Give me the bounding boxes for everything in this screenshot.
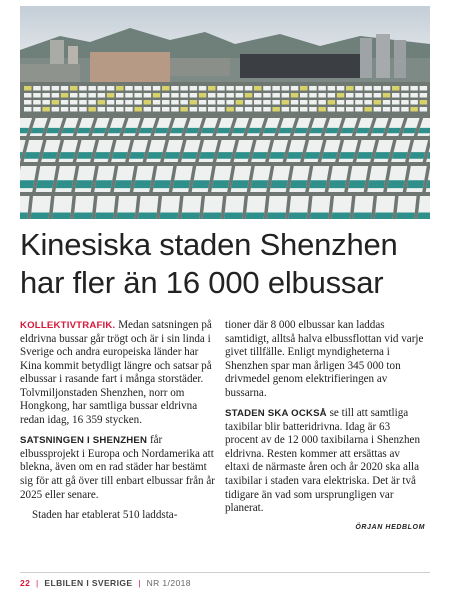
distant-bus (70, 86, 78, 91)
distant-bus (309, 107, 317, 112)
distant-bus (374, 93, 382, 98)
bus-depot-image (20, 6, 430, 219)
distant-bus (208, 93, 216, 98)
bus-stripe (59, 152, 75, 159)
distant-bus (309, 100, 317, 105)
bus-stripe (173, 180, 190, 188)
distant-bus (180, 86, 188, 91)
distant-bus (309, 86, 317, 91)
page-footer (20, 578, 191, 588)
distant-bus (107, 100, 115, 105)
distant-bus (420, 107, 428, 112)
bus-stripe (263, 128, 277, 133)
distant-bus (236, 93, 244, 98)
bus-stripe (339, 152, 355, 159)
distant-bus (79, 86, 87, 91)
distant-bus (392, 107, 400, 112)
distant-bus (52, 100, 60, 105)
distant-bus (70, 93, 78, 98)
distant-bus (236, 107, 244, 112)
distant-bus (171, 86, 179, 91)
distant-bus (88, 86, 96, 91)
distant-bus (79, 107, 87, 112)
bus-stripe (372, 128, 386, 133)
bus-stripe (270, 180, 287, 188)
paragraph-1-text: Medan satsningen på eldrivna bussar går trögt och är i sin linda i Sverige och andra europeiska länder har Kina kommit betydligt längre och satsar på elbussar i rasande fart i många storstäder. Tolvmiljonstaden Shenzhen, norr om Hongkong, har samtliga bussar eldrivna redan idag, 16 359 stycken. (20, 319, 212, 426)
bus-stripe (217, 152, 233, 159)
distant-bus (263, 100, 271, 105)
bus-stripe (348, 180, 365, 188)
paragraph-3-text-cont: tioner där 8 000 elbussar kan laddas samtidigt, alltså halva elbussflottan vid varje givet tillfälle. Enligt myndigheterna i Shenzhen spar man årligen 345 000 ton drivmedel genom elektrifieringen av bussarna. (225, 319, 424, 399)
magazine-name: ELBILEN I SVERIGE (44, 578, 133, 588)
bus-stripe (20, 213, 28, 220)
distant-bus (364, 86, 372, 91)
distant-bus (263, 93, 271, 98)
bus-stripe (192, 180, 209, 188)
distant-bus (98, 93, 106, 98)
distant-bus (254, 86, 262, 91)
distant-bus (79, 93, 87, 98)
distant-bus (33, 100, 41, 105)
distant-bus (383, 86, 391, 91)
distant-bus (245, 86, 253, 91)
distant-bus (272, 86, 280, 91)
bus-stripe (94, 152, 110, 159)
bus-stripe (182, 152, 198, 159)
distant-bus (125, 86, 133, 91)
bus-stripe (287, 152, 303, 159)
distant-bus (328, 86, 336, 91)
bus-stripe (201, 128, 215, 133)
distant-bus (337, 93, 345, 98)
distant-bus (374, 107, 382, 112)
bus-stripe (134, 180, 151, 188)
distant-bus (116, 100, 124, 105)
bus-stripe (341, 128, 355, 133)
bus-stripe (310, 213, 329, 220)
paragraph-3-text: Staden har etablerat 510 laddsta- (32, 509, 178, 522)
distant-bus (300, 107, 308, 112)
distant-bus (401, 93, 409, 98)
distant-bus (190, 100, 198, 105)
bus-stripe (77, 152, 93, 159)
bus-stripe (212, 180, 229, 188)
bus-stripe (387, 180, 404, 188)
distant-bus (42, 107, 50, 112)
distant-bus (291, 86, 299, 91)
bus-stripe (62, 128, 76, 133)
distant-bus (254, 93, 262, 98)
distant-bus (61, 93, 69, 98)
distant-bus (392, 93, 400, 98)
distant-bus (98, 100, 106, 105)
distant-bus (392, 86, 400, 91)
distant-bus (116, 107, 124, 112)
distant-bus (374, 100, 382, 105)
distant-bus (282, 100, 290, 105)
distant-bus (263, 107, 271, 112)
bus-stripe (252, 152, 268, 159)
distant-bus (328, 93, 336, 98)
distant-bus (217, 93, 225, 98)
distant-bus (107, 86, 115, 91)
distant-bus (291, 100, 299, 105)
bus-stripe (232, 128, 246, 133)
distant-bus (208, 86, 216, 91)
bus-stripe (159, 213, 178, 220)
paragraph-2-text: får elbussprojekt i Europa och Nordamerika att blekna, även om en rad städer har bestämt sig för att gå över till enbart elbussar från år 2025 eller senare. (20, 434, 215, 501)
distant-bus (226, 93, 234, 98)
distant-bus (52, 86, 60, 91)
distant-bus (52, 107, 60, 112)
distant-bus (236, 86, 244, 91)
distant-bus (226, 100, 234, 105)
article-column-right (225, 319, 425, 534)
article-column-left (20, 319, 215, 530)
paragraph-3-continued (225, 319, 425, 400)
distant-bus (318, 100, 326, 105)
distant-bus (171, 107, 179, 112)
bus-stripe (409, 152, 425, 159)
bus-stripe (267, 213, 286, 220)
bus-stripe (368, 180, 385, 188)
distant-bus (217, 107, 225, 112)
bus-stripe (112, 152, 128, 159)
bus-stripe (108, 128, 122, 133)
distant-bus (162, 100, 170, 105)
bus-stripe (224, 213, 243, 220)
bus-stripe (42, 152, 58, 159)
bus-stripe (36, 180, 53, 188)
distant-bus (61, 100, 69, 105)
bus-stripe (353, 213, 372, 220)
distant-bus (98, 107, 106, 112)
bus-stripe (139, 128, 153, 133)
bus-stripe (20, 180, 34, 188)
distant-bus (42, 93, 50, 98)
distant-bus (153, 86, 161, 91)
bus-stripe (231, 180, 248, 188)
bus-stripe (153, 180, 170, 188)
bus-stripe (186, 128, 200, 133)
distant-bus (272, 107, 280, 112)
bus-stripe (199, 152, 215, 159)
distant-bus (153, 93, 161, 98)
bus-stripe (95, 180, 112, 188)
distant-bus (24, 86, 32, 91)
distant-bus (410, 93, 418, 98)
distant-bus (134, 86, 142, 91)
distant-bus (337, 107, 345, 112)
distant-bus (236, 100, 244, 105)
distant-bus (116, 93, 124, 98)
bus-stripe (418, 128, 430, 133)
distant-bus (346, 86, 354, 91)
distant-bus (254, 100, 262, 105)
distant-bus (410, 100, 418, 105)
distant-bus (42, 86, 50, 91)
distant-bus (245, 107, 253, 112)
bus-stripe (164, 152, 180, 159)
distant-bus (282, 86, 290, 91)
distant-bus (24, 93, 32, 98)
bus-stripe (288, 213, 307, 220)
distant-bus (300, 86, 308, 91)
distant-bus (153, 107, 161, 112)
distant-bus (364, 107, 372, 112)
distant-bus (346, 93, 354, 98)
distant-bus (282, 93, 290, 98)
distant-bus (199, 100, 207, 105)
distant-bus (374, 86, 382, 91)
distant-bus (355, 100, 363, 105)
distant-bus (254, 107, 262, 112)
distant-bus (88, 100, 96, 105)
bus-stripe (155, 128, 169, 133)
distant-bus (144, 86, 152, 91)
distant-bus (346, 107, 354, 112)
bus-stripe (56, 180, 73, 188)
bus-stripe (46, 128, 60, 133)
distant-bus (171, 93, 179, 98)
bus-stripe (310, 128, 324, 133)
footer-separator: | (36, 578, 39, 588)
distant-bus (199, 86, 207, 91)
distant-bus (392, 100, 400, 105)
distant-bus (208, 107, 216, 112)
bus-stripe (124, 128, 138, 133)
distant-bus (42, 100, 50, 105)
bus-stripe (31, 128, 45, 133)
distant-bus (346, 100, 354, 105)
distant-bus (190, 86, 198, 91)
article-headline: Kinesiska staden Shenzhen har fler än 16 000 elbussar (20, 227, 398, 300)
bus-stripe (329, 180, 346, 188)
distant-bus (33, 86, 41, 91)
bus-stripe (374, 152, 390, 159)
bus-stripe (309, 180, 326, 188)
distant-bus (88, 93, 96, 98)
bus-stripe (322, 152, 338, 159)
distant-bus (171, 100, 179, 105)
distant-bus (61, 86, 69, 91)
distant-bus (144, 93, 152, 98)
bus-stripe (30, 213, 49, 220)
bus-stripe (269, 152, 285, 159)
footer-divider (20, 572, 430, 573)
article-photo (20, 6, 430, 219)
paragraph-4 (225, 407, 425, 515)
distant-bus (226, 107, 234, 112)
distant-bus (107, 107, 115, 112)
bus-stripe (93, 128, 107, 133)
bus-stripe (331, 213, 350, 220)
distant-bus (272, 93, 280, 98)
distant-bus (79, 100, 87, 105)
distant-bus (401, 107, 409, 112)
distant-bus (355, 107, 363, 112)
distant-bus (291, 93, 299, 98)
kicker-staden-ska: STADEN SKA OCKSÅ (225, 408, 327, 420)
distant-bus (291, 107, 299, 112)
bus-stripe (407, 180, 424, 188)
distant-bus (355, 86, 363, 91)
bus-stripe (304, 152, 320, 159)
distant-bus (328, 107, 336, 112)
distant-bus (199, 107, 207, 112)
distant-bus (162, 93, 170, 98)
bus-stripe (417, 213, 430, 220)
distant-bus (328, 100, 336, 105)
distant-bus (125, 93, 133, 98)
distant-bus (272, 100, 280, 105)
bus-stripe (294, 128, 308, 133)
bus-stripe (403, 128, 417, 133)
distant-bus (420, 86, 428, 91)
distant-bus (24, 107, 32, 112)
distant-bus (52, 93, 60, 98)
distant-bus (125, 100, 133, 105)
distant-bus (162, 86, 170, 91)
distant-bus (383, 93, 391, 98)
byline: ÖRJAN HEDBLOM (355, 523, 425, 531)
distant-bus (217, 100, 225, 105)
distant-bus (153, 100, 161, 105)
distant-bus (217, 86, 225, 91)
bus-stripe (290, 180, 307, 188)
distant-bus (318, 107, 326, 112)
distant-bus (190, 93, 198, 98)
distant-bus (410, 107, 418, 112)
distant-bus (383, 107, 391, 112)
distant-bus (190, 107, 198, 112)
distant-bus (401, 100, 409, 105)
paragraph-2 (20, 434, 215, 502)
distant-bus (125, 107, 133, 112)
bus-stripe (77, 128, 91, 133)
kicker-satsningen: SATSNINGEN I SHENZHEN (20, 435, 148, 447)
bus-stripe (116, 213, 135, 220)
bus-stripe (234, 152, 250, 159)
distant-bus (180, 100, 188, 105)
bus-stripe (392, 152, 408, 159)
bus-stripe (138, 213, 157, 220)
distant-bus (309, 93, 317, 98)
distant-bus (144, 100, 152, 105)
distant-bus (144, 107, 152, 112)
issue-number: NR 1/2018 (146, 578, 191, 588)
bus-stripe (396, 213, 415, 220)
distant-bus (383, 100, 391, 105)
bus-stripe (387, 128, 401, 133)
footer-separator-2: | (138, 578, 141, 588)
bus-stripe (251, 180, 268, 188)
bus-stripe (356, 128, 370, 133)
bus-stripe (279, 128, 293, 133)
distant-bus (337, 86, 345, 91)
distant-bus (420, 100, 428, 105)
distant-bus (61, 107, 69, 112)
bus-stripe (95, 213, 114, 220)
distant-bus (226, 86, 234, 91)
distant-bus (134, 100, 142, 105)
bus-stripe (24, 152, 40, 159)
distant-bus (318, 93, 326, 98)
distant-bus (180, 93, 188, 98)
distant-bus (300, 93, 308, 98)
distant-bus (162, 107, 170, 112)
bus-stripe (248, 128, 262, 133)
bus-stripe (181, 213, 200, 220)
distant-bus (24, 100, 32, 105)
bus-stripe (147, 152, 163, 159)
bus-stripe (129, 152, 145, 159)
paragraph-3-start (20, 509, 215, 523)
bus-stripe (73, 213, 92, 220)
distant-bus (245, 93, 253, 98)
distant-bus (245, 100, 253, 105)
distant-bus (364, 93, 372, 98)
distant-bus (70, 100, 78, 105)
distant-bus (263, 86, 271, 91)
bus-stripe (217, 128, 231, 133)
distant-bus (134, 107, 142, 112)
bus-stripe (245, 213, 264, 220)
distant-bus (70, 107, 78, 112)
distant-bus (410, 86, 418, 91)
paragraph-1 (20, 319, 215, 427)
distant-bus (33, 93, 41, 98)
distant-bus (98, 86, 106, 91)
distant-bus (401, 86, 409, 91)
distant-bus (116, 86, 124, 91)
bus-stripe (75, 180, 92, 188)
page-number: 22 (20, 578, 31, 588)
bus-stripe (170, 128, 184, 133)
distant-bus (134, 93, 142, 98)
distant-bus (337, 100, 345, 105)
distant-bus (88, 107, 96, 112)
distant-bus (282, 107, 290, 112)
distant-bus (364, 100, 372, 105)
bus-stripe (374, 213, 393, 220)
distant-bus (208, 100, 216, 105)
distant-bus (300, 100, 308, 105)
bus-stripe (357, 152, 373, 159)
distant-bus (355, 93, 363, 98)
distant-bus (199, 93, 207, 98)
bus-stripe (114, 180, 131, 188)
bus-stripe (202, 213, 221, 220)
distant-bus (318, 86, 326, 91)
distant-bus (33, 107, 41, 112)
bus-stripe (52, 213, 71, 220)
bus-stripe (325, 128, 339, 133)
distant-bus (107, 93, 115, 98)
distant-bus (420, 93, 428, 98)
paragraph-4-text: se till att samtliga taxibilar blir batteridrivna. Idag är 63 procent av de 12 000 taxibilarna i Shenzhen eldrivna. Resten kommer att ersättas av eltaxi de närmaste åren och år 2020 ska alla taxibilar i staden vara elektriska. Det är två tidigare än vad som ursprungligen var planerat. (225, 407, 421, 515)
kicker-kollektivtrafik: KOLLEKTIVTRAFIK. (20, 320, 116, 331)
distant-bus (180, 107, 188, 112)
